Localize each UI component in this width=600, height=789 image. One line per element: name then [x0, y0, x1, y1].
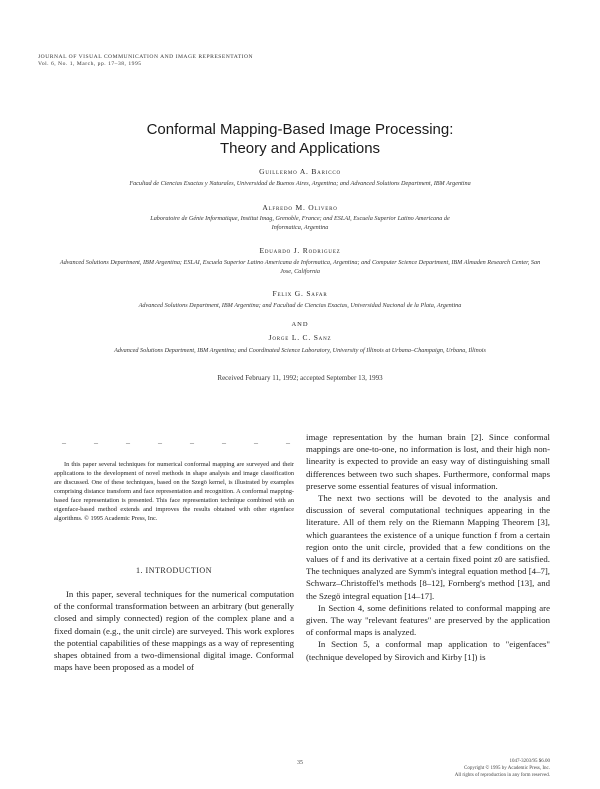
paper-title — [0, 120, 600, 158]
copyright-line: Copyright © 1995 by Academic Press, Inc. — [463, 766, 550, 771]
right-paragraph-1: image representation by the human brain [2]. Since conformal mappings are one-to-one, no information is lost, and their high non-linearity is expected to provide an easy way of distinguishing small differences between two such shapes. Furthermore, conformal maps preserve some essential features of visual information. — [306, 432, 550, 491]
right-paragraph-4: In Section 5, a conformal map application to "eigenfaces" (technique developed by Sirovich and Kirby [1]) is — [306, 639, 550, 662]
intro-paragraph: In this paper, several techniques for the numerical computation of the conformal transformation between an arbitrary (but generally closed and simply connected) region of the complex plane and a fixed domain (e.g., the unit circle) are surveyed. This work explores the potential capabilities of these mappings as a way of representing shapes obtained from a two-dimensional digital image. Conformal maps have been proposed as a model of — [54, 589, 294, 673]
page-number: 35 — [297, 760, 303, 766]
title-line-1: Conformal Mapping-Based Image Processing: — [146, 121, 454, 138]
right-paragraph-2: The next two sections will be devoted to the analysis and discussion of several computational techniques appearing in the literature. All of them rely on the Riemann Mapping Theorem [3], which guarantees the existence of a unique function f from a certain region onto the unit circle, provided that a few conditions on the values of f and its derivative at a certain fixed point z0 are satisfied. The techniques analyzed are Symm's integral equation method [4–7], Schwarz–Christoffel's methods [8–12], Fornberg's method [13], and the Szegö integral equation [14–17]. — [306, 493, 550, 601]
received-dates: Received February 11, 1992; accepted September 13, 1993 — [217, 374, 383, 382]
issn: 1047-3203/95 $6.00 — [509, 759, 550, 764]
abstract: In this paper several techniques for numerical conformal mapping are surveyed and their applications to the development of novel methods in shape analysis and image classification are discussed. One of these techniques, based on the Szegö kernel, is illustrated by examples comprising distance transform and face representation and recognition. A conformal mapping-based face representation is presented. This face representation technique combined with an eigenface-based method extends and improves the results obtained with other eigenface algorithms. © 1995 Academic Press, Inc. — [54, 461, 294, 522]
author-name: Jorge L. C. Sanz — [268, 333, 332, 342]
author-name: Felix G. Safar — [272, 289, 328, 298]
section-heading: 1. INTRODUCTION — [136, 566, 212, 575]
author-affiliation: Advanced Solutions Department, IBM Argentina; and Facultad de Ciencias Exactas, Universidad Nacional de la Plata, Argentina — [138, 302, 462, 309]
author-affiliation: Facultad de Ciencias Exactas y Naturales, Universidad de Buenos Aires, Argentina; and Advanced Solutions Department, IBM Argentina — [129, 180, 471, 187]
right-paragraph-3: In Section 4, some definitions related to conformal mapping are given. The way "relevant features" are preserved by the application of conformal maps is analyzed. — [306, 602, 550, 638]
author-affiliation: Advanced Solutions Department, IBM Argentina; ESLAI, Escuela Superior Latino Americana de Informatica, Argentina; and Computer Science Department, IBM Almaden Research Center, San Jose, California — [59, 259, 541, 275]
author-affiliation: Laboratoire de Génie Informatique, Institut Imag, Grenoble, France; and ESLAI, Escuela Superior Latino Americana de Informatica, Argentina — [150, 215, 450, 231]
journal-issue: Vol. 6, No. 1, March, pp. 17–38, 1995 — [38, 61, 142, 67]
author-name: Eduardo J. Rodriguez — [259, 246, 341, 255]
journal-name: JOURNAL OF VISUAL COMMUNICATION AND IMAGE REPRESENTATION — [38, 54, 254, 60]
copyright-block — [440, 758, 550, 779]
author-name: Guillermo A. Baricco — [259, 167, 341, 176]
right-column — [306, 431, 550, 663]
rights-line: All rights of reproduction in any form reserved. — [454, 773, 550, 778]
and-separator: AND — [291, 321, 309, 328]
title-line-2: Theory and Applications — [219, 140, 381, 157]
author-affiliation: Advanced Solutions Department, IBM Argentina; and Coordinated Science Laboratory, University of Illinois at Urbana–Champaign, Urbana, Illinois — [114, 347, 486, 354]
author-name: Alfredo M. Olivero — [262, 203, 338, 212]
journal-header — [38, 54, 253, 68]
abstract-rule: – – – – – – – – — [62, 438, 290, 447]
